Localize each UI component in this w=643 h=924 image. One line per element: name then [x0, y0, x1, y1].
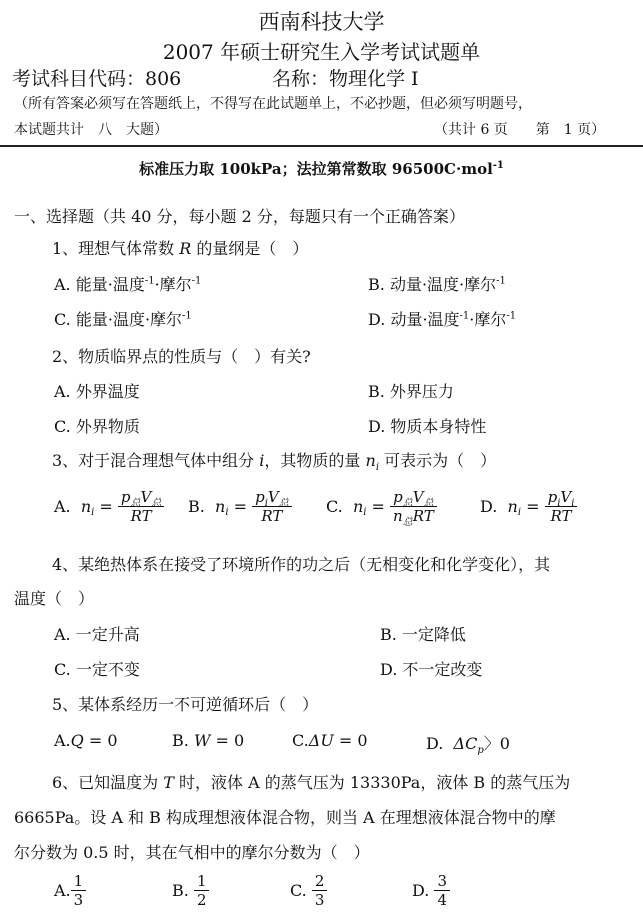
q6-b-fraction: $\frac{1}{2}$	[194, 872, 210, 909]
constants-text: 标准压力取 100kPa；法拉第常数取 96500C·mol	[139, 160, 493, 178]
question-4-line1: 4、某绝热体系在接受了环境所作的功之后（无相变化和化学变化），其	[52, 555, 551, 574]
q5-option-b: B. W = 0	[172, 731, 245, 750]
q2-option-d: D. 物质本身特性	[368, 417, 487, 436]
question-6-line2: 6665Pa。设 A 和 B 构成理想液体混合物，则当 A 在理想液体混合物中的摩	[14, 808, 556, 827]
q3-option-b: B. $n_i$ = $\frac{p_iV_总}{RT}$	[188, 488, 292, 525]
q1-option-c: C. 能量·温度·摩尔$^{-1}$	[54, 310, 192, 329]
question-5: 5、某体系经历一不可逆循环后（ ）	[52, 695, 319, 714]
q6-option-b: B. $\frac{1}{2}$	[172, 872, 209, 909]
q1-stem-var: R	[179, 239, 192, 258]
header-divider	[0, 145, 643, 147]
subject-code: 考试科目代码：806	[12, 68, 182, 90]
q2-option-a: A. 外界温度	[54, 382, 140, 401]
question-3: 3、对于混合理想气体中组分 i，其物质的量 $n_i$ 可表示为（ ）	[52, 451, 497, 474]
question-6-line3: 尔分数为 0.5 时，其在气相中的摩尔分数为（ ）	[14, 843, 370, 862]
question-4-line2: 温度（ ）	[14, 589, 95, 608]
q5-option-c: C.ΔU = 0	[292, 731, 368, 750]
q2-option-b: B. 外界压力	[368, 382, 454, 401]
exam-title: 2007 年硕士研究生入学考试试题单	[162, 40, 481, 64]
q1-option-a: A. 能量·温度$^{-1}$·摩尔$^{-1}$	[54, 275, 202, 294]
q3-b-fraction: $\frac{p_iV_总}{RT}$	[252, 488, 292, 525]
q3-c-fraction: $\frac{p_总V_总}{n_总RT}$	[390, 488, 437, 525]
q3-option-d: D. $n_i$ = $\frac{p_iV_i}{RT}$	[480, 488, 577, 525]
q6-option-d: D. $\frac{3}{4}$	[412, 872, 450, 909]
q3-a-fraction: $\frac{p_总V_总}{RT}$	[118, 488, 164, 525]
question-2: 2、物质临界点的性质与（ ）有关?	[52, 347, 311, 366]
q1-option-b: B. 动量·温度·摩尔$^{-1}$	[368, 275, 506, 294]
q1-stem-b: 的量纲是（ ）	[191, 239, 309, 258]
question-1	[52, 236, 308, 259]
subject-name: 名称：物理化学 I	[272, 68, 419, 90]
page-count: （共计 6 页 第 1 页）	[434, 122, 606, 138]
q1-stem-a: 1、理想气体常数	[52, 239, 180, 258]
q6-option-a: A. $\frac{1}{3}$	[54, 872, 86, 909]
q6-d-fraction: $\frac{3}{4}$	[434, 872, 450, 909]
q4-option-a: A. 一定升高	[54, 625, 140, 644]
instruction-note-line1: （所有答案必须写在答题纸上，不得写在此试题单上，不必抄题，但必须写明题号，	[14, 96, 532, 112]
q3-option-a: A. $n_i$ = $\frac{p_总V_总}{RT}$	[54, 488, 164, 525]
instruction-note-line2: 本试题共计 八 大题）	[14, 122, 168, 138]
question-6-line1: 6、已知温度为 T 时，液体 A 的蒸气压为 13330Pa，液体 B 的蒸气压为	[52, 773, 571, 792]
q3-option-c: C. $n_i$ = $\frac{p_总V_总}{n_总RT}$	[326, 488, 437, 525]
q5-option-d: D. $\Delta C_p$〉0	[426, 734, 510, 757]
q4-option-d: D. 不一定改变	[380, 660, 483, 679]
q6-option-c: C. $\frac{2}{3}$	[290, 872, 327, 909]
university-name: 西南科技大学	[258, 10, 385, 34]
q4-option-b: B. 一定降低	[380, 625, 466, 644]
q6-c-fraction: $\frac{2}{3}$	[312, 872, 328, 909]
q2-option-c: C. 外界物质	[54, 417, 140, 436]
q1-option-d: D. 动量·温度$^{-1}$·摩尔$^{-1}$	[368, 310, 517, 329]
constants-line	[0, 158, 643, 179]
q3-d-fraction: $\frac{p_iV_i}{RT}$	[545, 488, 578, 525]
section-title: 一、选择题（共 40 分，每小题 2 分，每题只有一个正确答案）	[14, 207, 465, 226]
constants-exp: -1	[492, 160, 504, 171]
q4-option-c: C. 一定不变	[54, 660, 140, 679]
q5-option-a: A.Q = 0	[54, 731, 118, 750]
q6-a-fraction: $\frac{1}{3}$	[71, 872, 87, 909]
